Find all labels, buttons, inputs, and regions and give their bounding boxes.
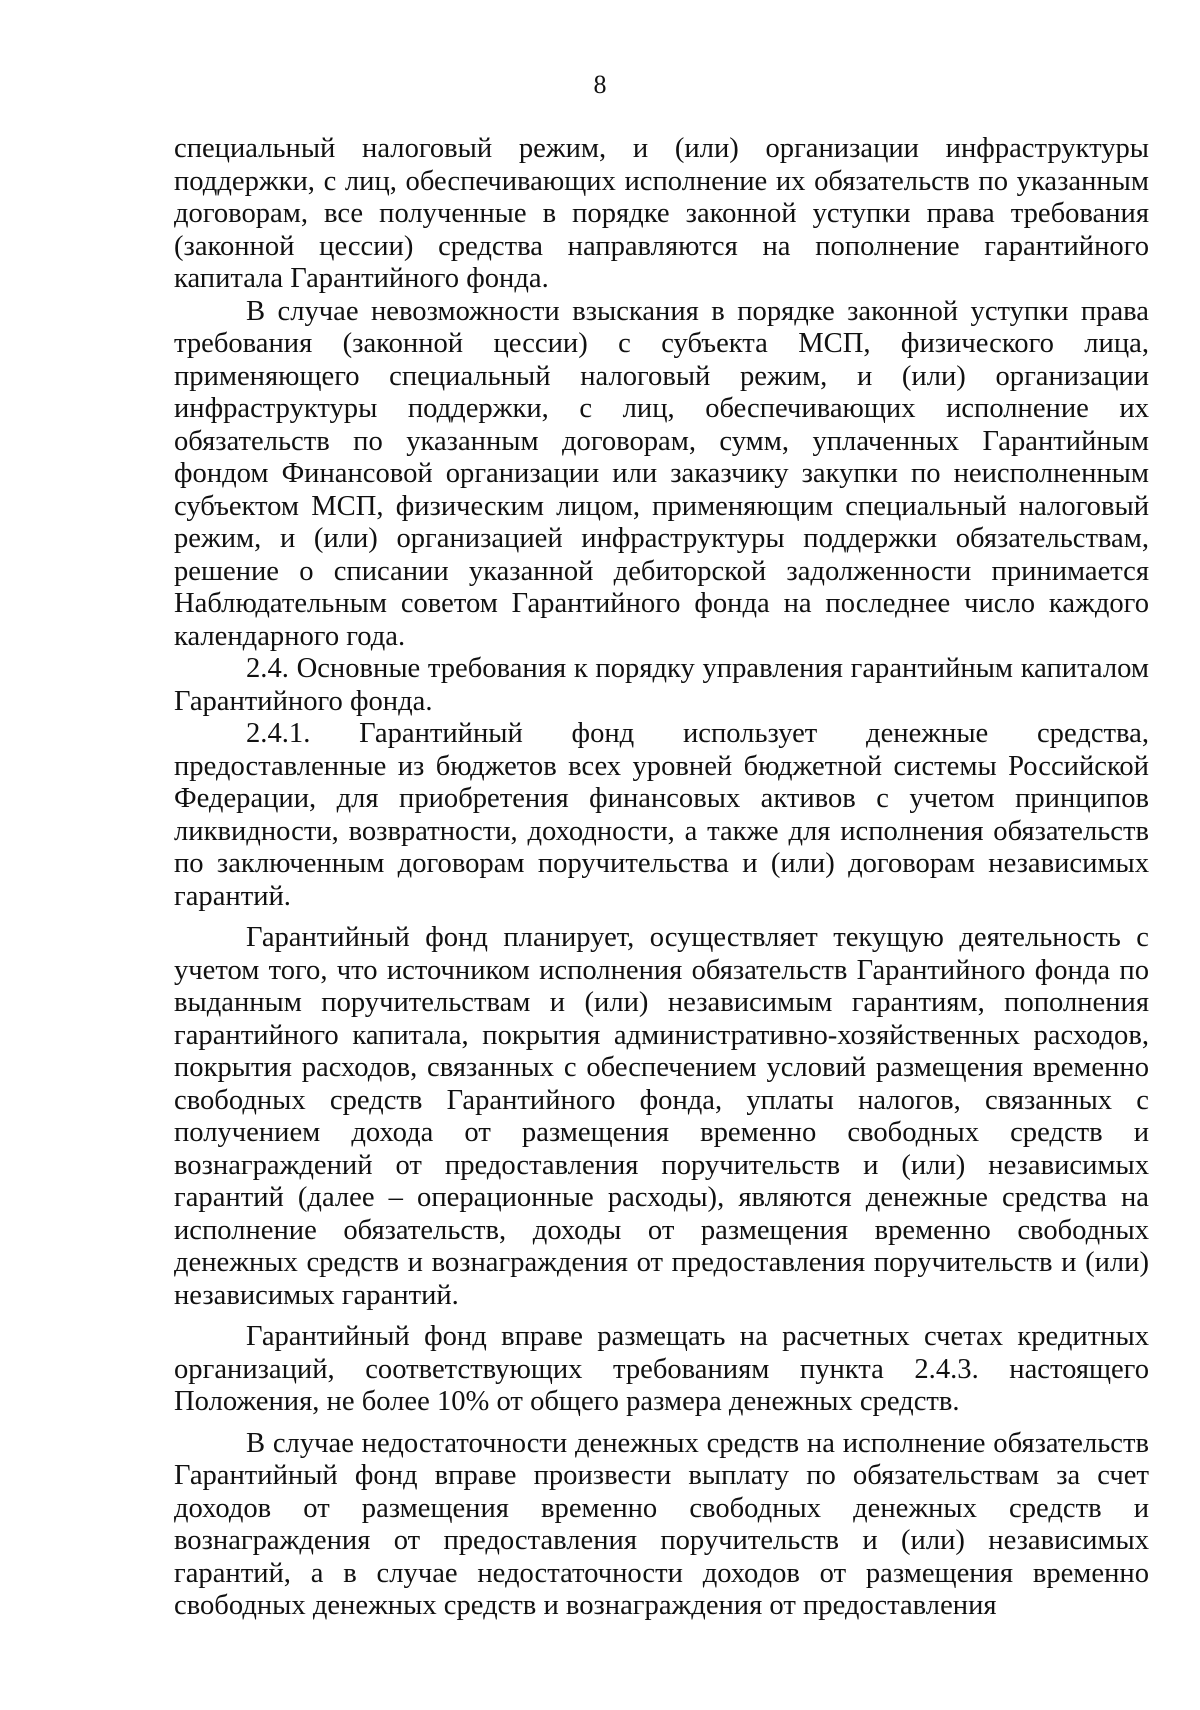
- paragraph-section-2-4: 2.4. Основные требования к порядку управления гарантийным капиталом Гарантийного фонда.: [174, 653, 1149, 717]
- paragraph-operating-expenses: Гарантийный фонд планирует, осуществляет текущую деятельность с учетом того, что источником исполнения обязательств Гарантийного фонда по выданным поручительствам и (или) независимым гарантиям, пополнения гарантийного капитала, покрытия административно-хозяйственных расходов, покрытия расходов, связанных с обеспечением условий размещения временно свободных средств Гарантийного фонда, уплаты налогов, связанных с получением дохода от размещения временно свободных средств и вознаграждений от предоставления поручительств и (или) независимых гарантий (далее – операционные расходы), являются денежные средства на исполнение обязательств, доходы от размещения временно свободных денежных средств и вознаграждения от предоставления поручительств и (или) независимых гарантий.: [174, 922, 1149, 1311]
- paragraph-section-2-4-1: 2.4.1. Гарантийный фонд использует денежные средства, предоставленные из бюджетов всех уровней бюджетной системы Российской Федерации, для приобретения финансовых активов с учетом принципов ликвидности, возвратности, доходности, а также для исполнения обязательств по заключенным договорам поручительства и (или) договорам независимых гарантий.: [174, 718, 1149, 912]
- document-body: [174, 133, 1149, 1623]
- paragraph-debt-write-off: В случае невозможности взыскания в порядке законной уступки права требования (законной цессии) с субъекта МСП, физического лица, применяющего специальный налоговый режим, и (или) организации инфраструктуры поддержки, с лиц, обеспечивающих исполнение их обязательств по указанным договорам, сумм, уплаченных Гарантийным фондом Финансовой организации или заказчику закупки по неисполненным субъектом МСП, физическим лицом, применяющим специальный налоговый режим, и (или) организацией инфраструктуры поддержки обязательствам, решение о списании указанной дебиторской задолженности принимается Наблюдательным советом Гарантийного фонда на последнее число каждого календарного года.: [174, 295, 1149, 652]
- paragraph-settlement-accounts: Гарантийный фонд вправе размещать на расчетных счетах кредитных организаций, соответствующих требованиям пункта 2.4.3. настоящего Положения, не более 10% от общего размера денежных средств.: [174, 1321, 1149, 1417]
- paragraph-continuation: специальный налоговый режим, и (или) организации инфраструктуры поддержки, с лиц, обеспечивающих исполнение их обязательств по указанным договорам, все полученные в порядке законной уступки права требования (законной цессии) средства направляются на пополнение гарантийного капитала Гарантийного фонда.: [174, 133, 1149, 294]
- paragraph-insufficient-funds: В случае недостаточности денежных средств на исполнение обязательств Гарантийный фонд вправе произвести выплату по обязательствам за счет доходов от размещения временно свободных денежных средств и вознаграждения от предоставления поручительств и (или) независимых гарантий, а в случае недостаточности доходов от размещения временно свободных денежных средств и вознаграждения от предоставления: [174, 1427, 1149, 1621]
- page-number: 8: [593, 70, 607, 99]
